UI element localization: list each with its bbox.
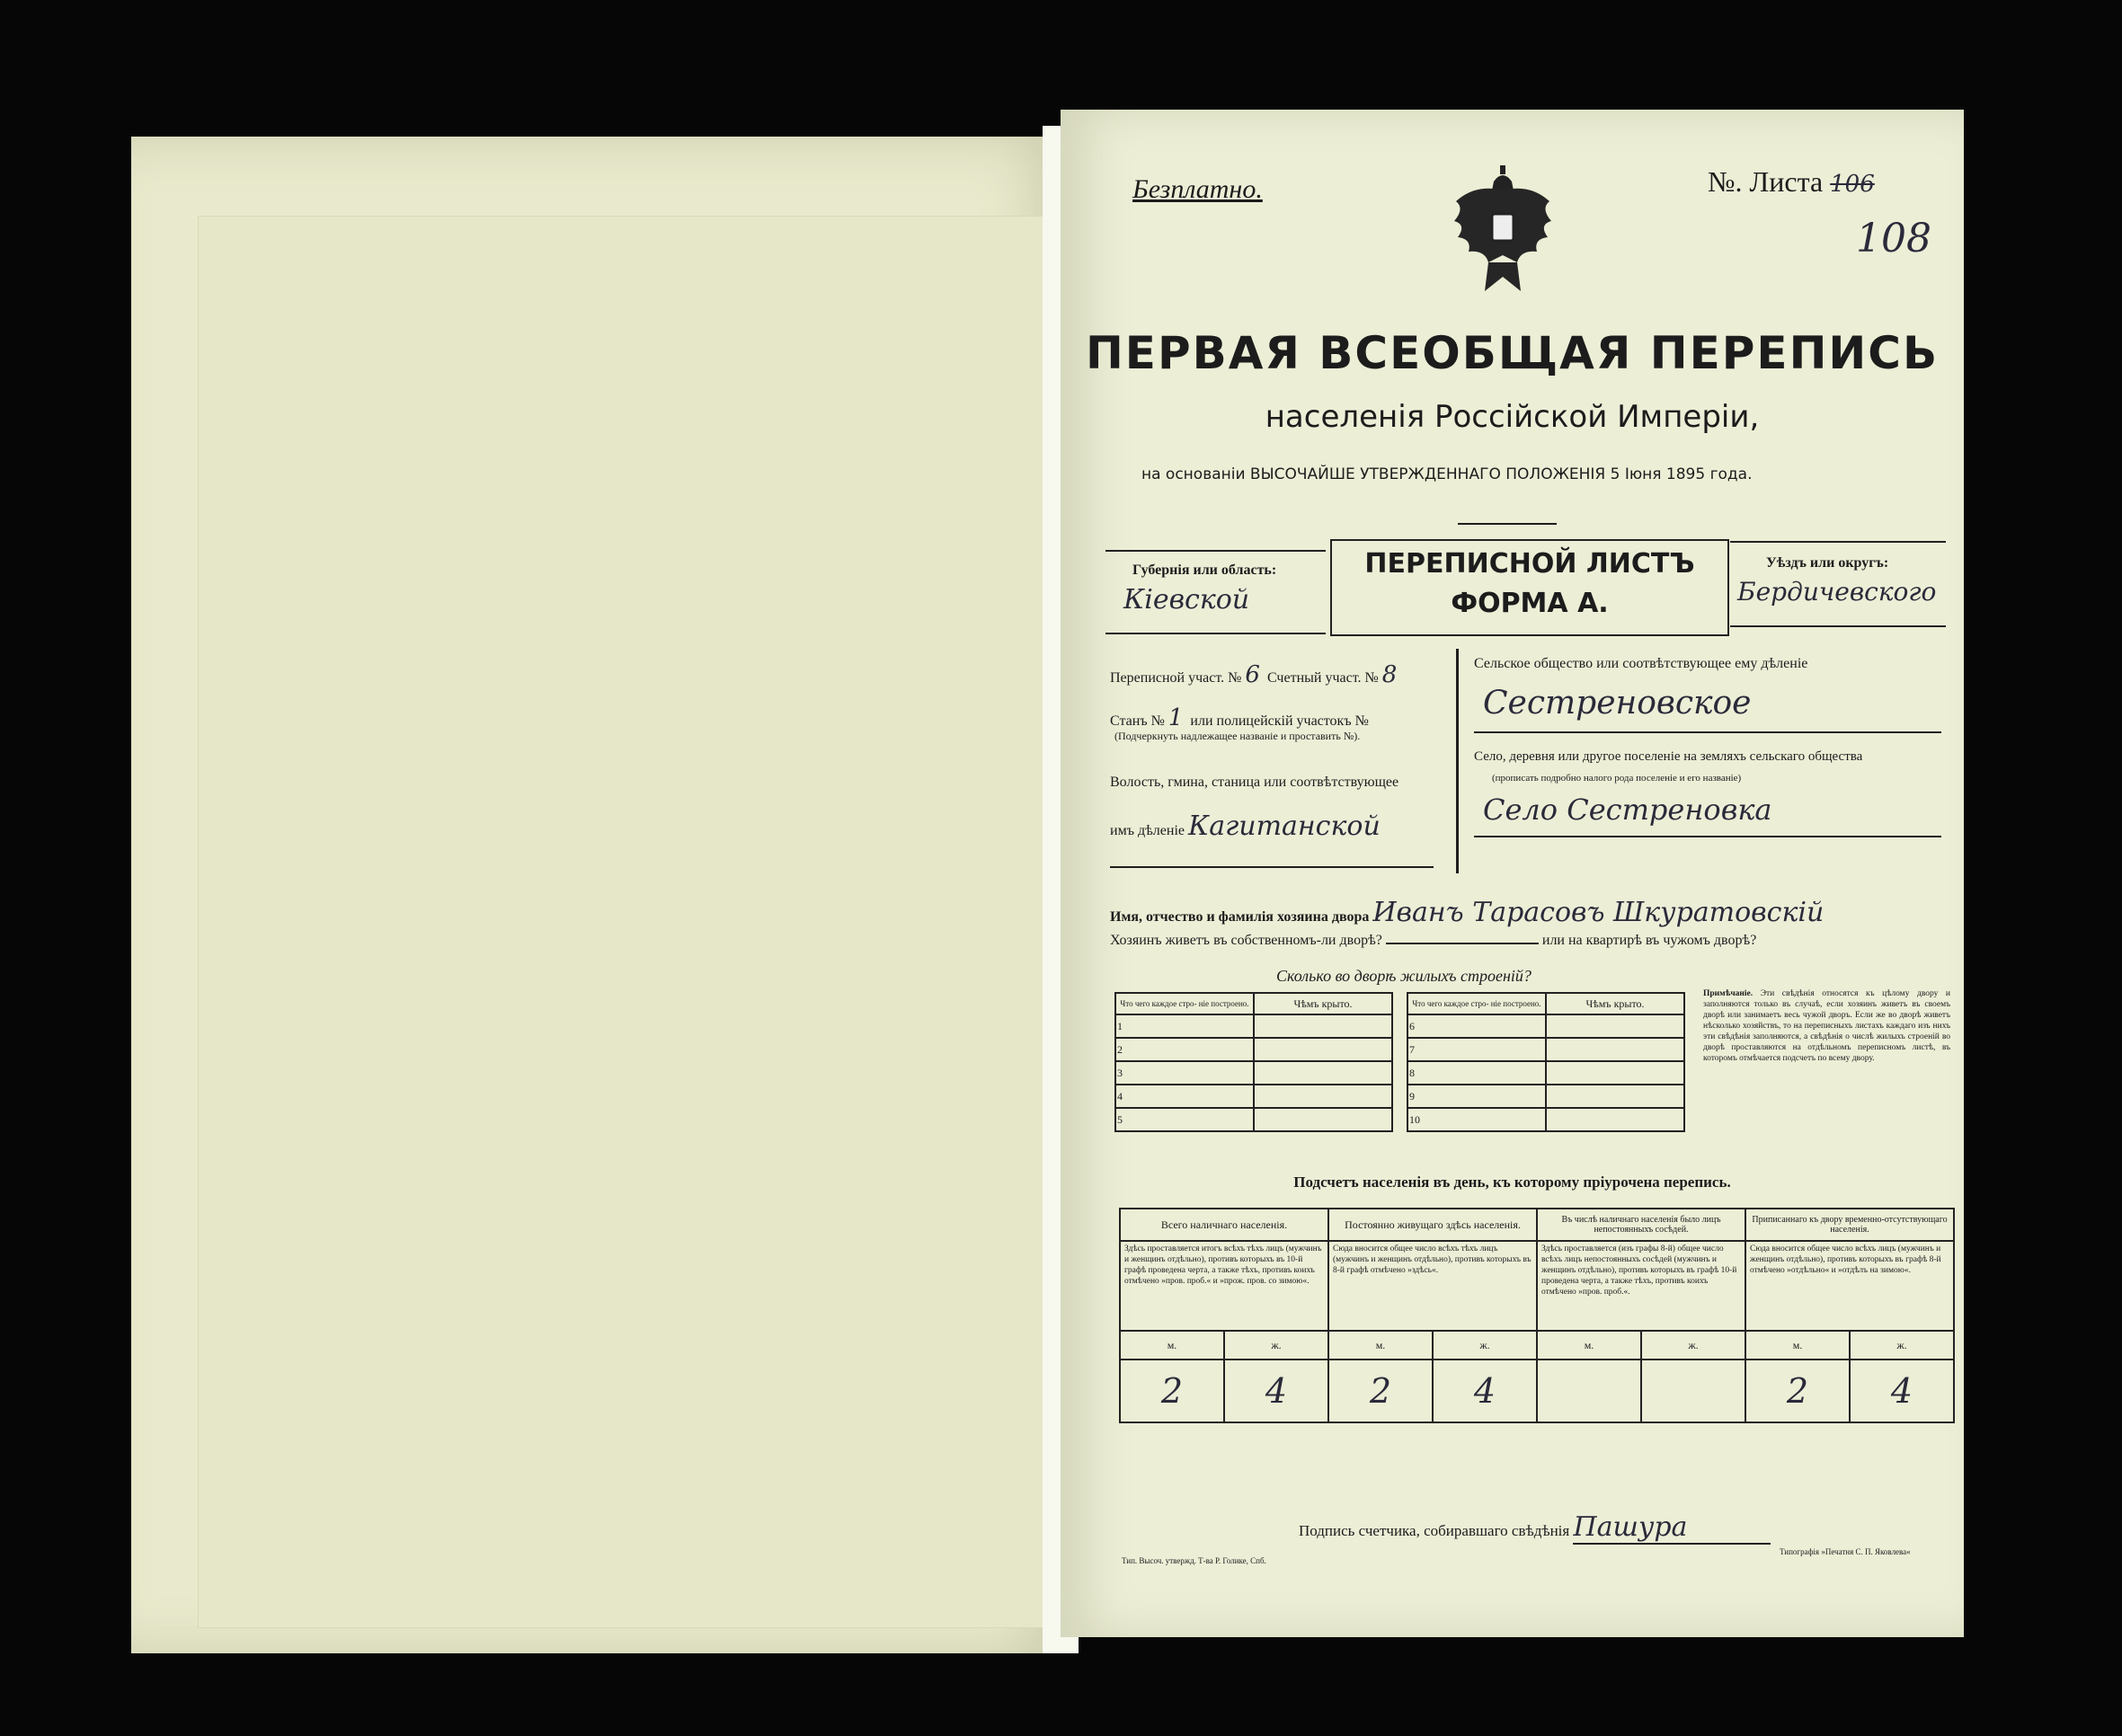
uezd-box xyxy=(1730,541,1946,627)
sex-label: м. xyxy=(1120,1331,1224,1360)
counting-district-value: 8 xyxy=(1381,661,1398,688)
owner-value: Иванъ Тарасовъ Шкуратовскій xyxy=(1372,897,1825,928)
volost-label: Волость, гмина, станица или соотвѣтствующее xyxy=(1110,775,1399,790)
signature-label: Подпись счетчика, собиравшаго свѣдѣнія xyxy=(1299,1522,1570,1539)
village-value: Село Сестреновка xyxy=(1483,793,1772,827)
summary-title: Подсчетъ населенія въ день, къ которому пріурочена перепись. xyxy=(1293,1174,1731,1191)
note-title: Примѣчаніе. xyxy=(1703,989,1754,998)
summary-description: Сюда вносится общее число всѣхъ лицъ (мужчинъ и женщинъ отдѣльно), противъ которыхъ въ графѣ 8-й отмѣчено »отдѣльно« и »отдѣлъ на зимою«. xyxy=(1745,1241,1954,1331)
form-type-line1: ПЕРЕПИСНОЙ ЛИСТЪ xyxy=(1364,548,1695,580)
form-title: ПЕРВАЯ ВСЕОБЩАЯ ПЕРЕПИСЬ xyxy=(1085,327,1940,379)
rent-label: или на квартирѣ въ чужомъ дворѣ? xyxy=(1541,933,1757,948)
left-page-frame xyxy=(198,216,1062,1628)
form-type-line2: ФОРМА А. xyxy=(1451,588,1609,619)
village-underline xyxy=(1474,836,1941,837)
ornament-divider xyxy=(1458,523,1557,525)
signature-field xyxy=(1299,1511,1771,1545)
underline-note: (Подчеркнуть надлежащее названіе и проставить №). xyxy=(1114,730,1361,742)
society-underline xyxy=(1474,731,1941,733)
summary-header: Приписаннаго къ двору временно-отсутствующаго населенія. xyxy=(1745,1209,1954,1241)
summary-header: Всего наличнаго населенія. xyxy=(1120,1209,1328,1241)
table-row-number: 2 xyxy=(1115,1038,1254,1061)
sex-label: м. xyxy=(1745,1331,1850,1360)
volost-underline xyxy=(1110,866,1434,868)
census-district-label: Переписной участ. xyxy=(1110,670,1225,686)
free-label: Безплатно. xyxy=(1132,174,1263,204)
sex-label: ж. xyxy=(1850,1331,1954,1360)
summary-description: Здѣсь проставляется итогъ всѣхъ тѣхъ лицъ (мужчинъ и женщинъ отдѣльно), противъ которыхъ въ 10-й графѣ проведена черта, а также тѣхъ, противъ коихъ отмѣчено »пров. проб.« и »прож. пров. со зимою«. xyxy=(1120,1241,1328,1331)
note-text: Эти свѣдѣнія относятся къ цѣлому двору и заполняются только въ случаѣ, если хозяинъ живетъ въ своемъ дворѣ или занимаетъ весь чужой дворъ. Если же во дворѣ живетъ нѣсколько хозяйствъ, то на переписныхъ листахъ каждаго изъ нихъ эти свѣдѣнія заполняются, а свѣдѣнія о числѣ жилыхъ строеній во дворѣ проставляются на отдѣльномъ переписномъ листѣ, въ которомъ отмѣчается подсчетъ по всему двору. xyxy=(1703,989,1950,1063)
volost-label-2: имъ дѣленіе xyxy=(1110,823,1185,838)
table-row-number: 1 xyxy=(1115,1014,1254,1038)
residence-field xyxy=(1110,933,1756,949)
society-value: Сестреновское xyxy=(1483,685,1752,722)
sex-label: м. xyxy=(1537,1331,1641,1360)
summary-value: 4 xyxy=(1224,1360,1328,1422)
census-district-value: 6 xyxy=(1245,661,1260,688)
buildings-col2-header: Чѣмъ крыто. xyxy=(1254,993,1392,1014)
table-row-number: 6 xyxy=(1407,1014,1546,1038)
guberniya-label: Губернія или область: xyxy=(1132,562,1277,578)
signature-value: Пашура xyxy=(1573,1511,1771,1545)
uezd-label: Уѣздъ или округъ: xyxy=(1766,555,1889,571)
fields-column-divider xyxy=(1456,649,1459,873)
stan-value: 1 xyxy=(1168,704,1184,731)
note-block xyxy=(1703,988,1950,1064)
police-district-label: или полицейскій участокъ № xyxy=(1190,713,1369,729)
sheet-number-text: №. Листа xyxy=(1708,165,1824,198)
form-type-box xyxy=(1330,539,1729,636)
volost-field xyxy=(1110,810,1381,842)
summary-value: 2 xyxy=(1328,1360,1433,1422)
summary-value: 4 xyxy=(1433,1360,1537,1422)
summary-description: Сюда вносится общее число всѣхъ тѣхъ лицъ (мужчинъ и женщинъ отдѣльно), противъ которыхъ въ 8-й графѣ отмѣчено »здѣсь«. xyxy=(1328,1241,1537,1331)
sheet-number-struck: 106 xyxy=(1830,171,1875,198)
summary-header: Въ числѣ наличнаго населенія было лицъ непостоянныхъ сосѣдей. xyxy=(1537,1209,1745,1241)
sheet-number-handwritten: 108 xyxy=(1856,216,1931,261)
buildings-col1-header: Что чего каждое стро- ніе построено. xyxy=(1407,993,1546,1014)
sheet-number-label xyxy=(1708,165,1875,199)
summary-value: 2 xyxy=(1745,1360,1850,1422)
table-row-number: 5 xyxy=(1115,1108,1254,1131)
summary-value: 4 xyxy=(1850,1360,1954,1422)
stan-label: Станъ xyxy=(1110,713,1148,729)
guberniya-value: Кіевской xyxy=(1123,584,1250,616)
village-note: (прописать подробно налого рода поселеніе и его названіе) xyxy=(1492,773,1742,784)
guberniya-box xyxy=(1105,550,1326,634)
table-row-number: 4 xyxy=(1115,1085,1254,1108)
table-row-number: 10 xyxy=(1407,1108,1546,1131)
buildings-table-left xyxy=(1114,992,1393,1132)
sex-label: м. xyxy=(1328,1331,1433,1360)
summary-value xyxy=(1641,1360,1745,1422)
census-form-page xyxy=(1061,110,1964,1637)
buildings-col1-header: Что чего каждое стро- ніе построено. xyxy=(1115,993,1254,1014)
table-row-number: 9 xyxy=(1407,1085,1546,1108)
own-yard-label: Хозяинъ живетъ въ собственномъ-ли дворѣ? xyxy=(1110,933,1382,948)
summary-value: 2 xyxy=(1120,1360,1224,1422)
table-row-number: 3 xyxy=(1115,1061,1254,1085)
summary-table xyxy=(1119,1208,1955,1423)
buildings-table-right xyxy=(1407,992,1685,1132)
table-row-number: 8 xyxy=(1407,1061,1546,1085)
footer-printer-left: Тип. Высоч. утвержд. Т-ва Р. Голике, Спб. xyxy=(1122,1556,1266,1565)
uezd-value: Бердичевского xyxy=(1737,577,1937,607)
buildings-col2-header: Чѣмъ крыто. xyxy=(1546,993,1684,1014)
counting-district-label: Счетный участ. xyxy=(1266,670,1362,686)
summary-description: Здѣсь проставляется (изъ графы 8-й) общее число всѣхъ лицъ непостоянныхъ сосѣдей (мужчинъ и женщинъ отдѣльно), противъ которыхъ въ графѣ 10-й проведена черта, а также тѣхъ, противъ коихъ отмѣчено »пров. проб.«. xyxy=(1537,1241,1745,1331)
volost-value: Кагитанской xyxy=(1187,810,1381,842)
imperial-eagle-emblem xyxy=(1449,165,1557,300)
village-label: Село, деревня или другое поселеніе на земляхъ сельскаго общества xyxy=(1474,749,1863,764)
footer-printer-right: Типографія »Печатня С. П. Яковлева« xyxy=(1780,1547,1911,1556)
sex-label: ж. xyxy=(1433,1331,1537,1360)
owner-label: Имя, отчество и фамилія хозяина двора xyxy=(1110,909,1370,925)
table-row-number: 7 xyxy=(1407,1038,1546,1061)
form-subtitle: населенія Россійской Имперіи, xyxy=(1265,399,1760,435)
stan-field: Станъ № 1 или полицейскій участокъ № xyxy=(1110,704,1369,731)
owner-field xyxy=(1110,897,1824,928)
census-district-field: Переписной участ. № 6 Счетный участ. № 8 xyxy=(1110,661,1398,688)
buildings-question: Сколько во дворѣ жилыхъ строеній? xyxy=(1276,967,1532,985)
society-label: Сельское общество или соотвѣтствующее ему дѣленіе xyxy=(1474,656,1808,671)
summary-header: Постоянно живущаго здѣсь населенія. xyxy=(1328,1209,1537,1241)
sex-label: ж. xyxy=(1224,1331,1328,1360)
sex-label: ж. xyxy=(1641,1331,1745,1360)
form-basis: на основаніи ВЫСОЧАЙШЕ УТВЕРЖДЕННАГО ПОЛОЖЕНІЯ 5 Іюня 1895 года. xyxy=(1141,465,1753,483)
summary-value xyxy=(1537,1360,1641,1422)
